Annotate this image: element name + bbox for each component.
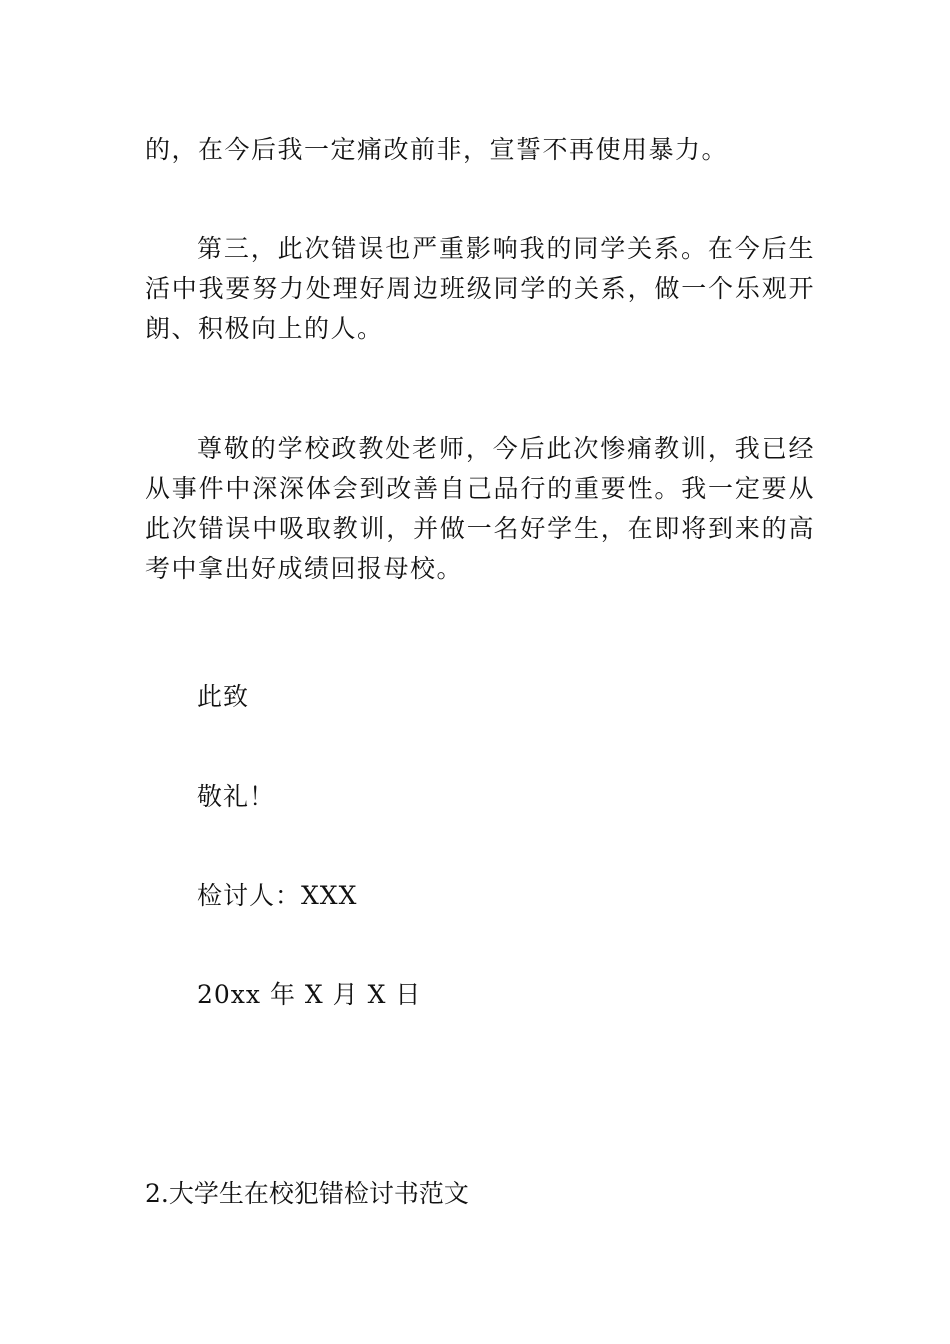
salute-text: 敬礼！ bbox=[197, 782, 276, 811]
paragraph-2: 第三，此次错误也严重影响我的同学关系。在今后生活中我要努力处理好周边班级同学的关系，做一个乐观开朗、积极向上的人。 bbox=[145, 234, 815, 343]
date-text: 20xx 年 X 月 X 日 bbox=[197, 980, 422, 1009]
section-heading: 2.大学生在校犯错检讨书范文 bbox=[145, 1179, 469, 1208]
paragraph-3: 尊敬的学校政教处老师，今后此次惨痛教训，我已经从事件中深深体会到改善自己品行的重要性。我一定要从此次错误中吸取教训，并做一名好学生，在即将到来的高考中拿出好成绩回报母校。 bbox=[145, 434, 815, 583]
signature-text: 检讨人：XXX bbox=[197, 881, 358, 910]
paragraph-1: 的，在今后我一定痛改前非，宣誓不再使用暴力。 bbox=[145, 135, 729, 164]
closing-text: 此致 bbox=[197, 682, 250, 711]
